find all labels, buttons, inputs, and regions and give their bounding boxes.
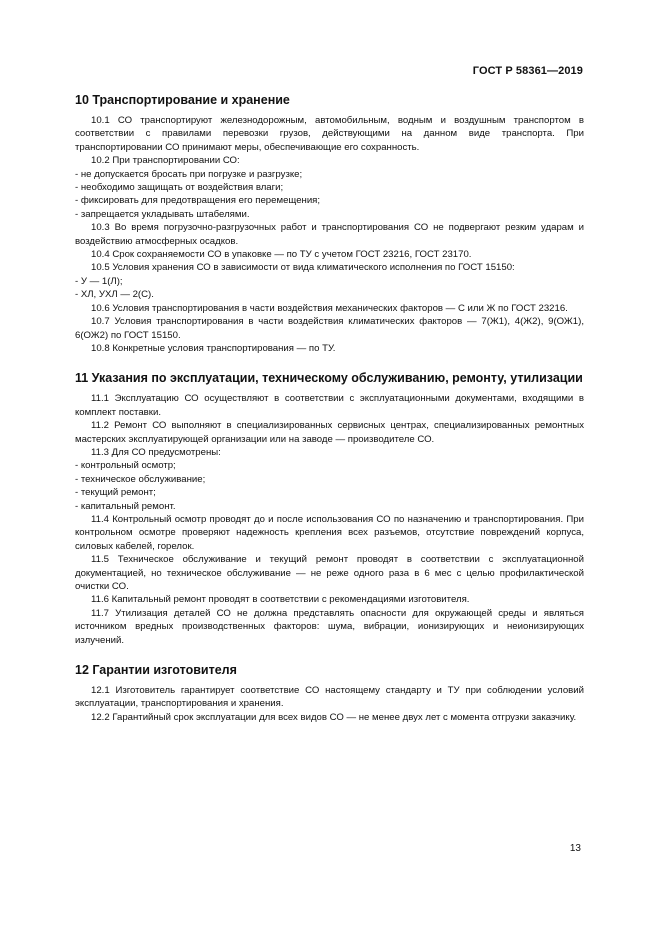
section-title: 10 Транспортирование и хранение xyxy=(75,93,290,107)
section-10 xyxy=(75,92,584,355)
list-item: - капитальный ремонт. xyxy=(75,500,176,512)
section-title: 11 Указания по эксплуатации, техническому обслуживанию, ремонту, утилизации xyxy=(75,371,583,386)
list-item: - текущий ремонт; xyxy=(75,487,156,499)
list-item: - контрольный осмотр; xyxy=(75,460,176,472)
paragraph: 10.6 Условия транспортирования в части воздействия механических факторов — С или Ж по ГОСТ 23216. xyxy=(91,302,568,314)
paragraph: 11.2 Ремонт СО выполняют в специализированных сервисных центрах, специализированных ремонтных мастерских эксплуатирующей организации или на заводе — производителе СО. xyxy=(75,420,584,445)
paragraph: 10.2 При транспортировании СО: xyxy=(91,155,240,167)
list-item: - необходимо защищать от воздействия влаги; xyxy=(75,182,284,194)
document-body xyxy=(75,92,584,724)
paragraph: 10.1 СО транспортируют железнодорожным, автомобильным, водным и воздушным транспортом в соответствии с правилами перевозки грузов, действующими на данном виде транспорта. При транспортировании СО принимают меры, обеспечивающие его сохранность. xyxy=(75,115,584,153)
paragraph: 11.1 Эксплуатацию СО осуществляют в соответствии с эксплуатационными документами, входящими в комплект поставки. xyxy=(75,393,584,418)
section-body xyxy=(75,114,584,355)
list-item: - техническое обслуживание; xyxy=(75,473,206,485)
paragraph: 11.3 Для СО предусмотрены: xyxy=(91,446,221,458)
list-item: - У — 1(Л); xyxy=(75,275,123,287)
paragraph: 11.5 Техническое обслуживание и текущий ремонт проводят в соответствии с эксплуатационной документацией, но техническое обслуживание — не реже одного раза в 6 мес с целью профилактической очистки СО. xyxy=(75,554,584,592)
section-11 xyxy=(75,370,584,647)
list-item: - ХЛ, УХЛ — 2(С). xyxy=(75,289,154,301)
section-body xyxy=(75,392,584,647)
paragraph: 11.6 Капитальный ремонт проводят в соответствии с рекомендациями изготовителя. xyxy=(91,594,470,606)
page-number: 13 xyxy=(569,843,581,854)
section-title: 12 Гарантии изготовителя xyxy=(75,663,237,678)
section-12 xyxy=(75,662,584,724)
document-code: ГОСТ Р 58361—2019 xyxy=(472,65,583,77)
paragraph: 10.4 Срок сохраняемости СО в упаковке — по ТУ с учетом ГОСТ 23216, ГОСТ 23170. xyxy=(91,249,472,261)
section-body xyxy=(75,684,584,724)
paragraph: 12.1 Изготовитель гарантирует соответствие СО настоящему стандарту и ТУ при соблюдении условий эксплуатации, транспортирования и хранения. xyxy=(75,685,584,710)
paragraph: 11.7 Утилизация деталей СО не должна представлять опасности для окружающей среды и являться источником вредных производственных факторов: шума, вибрации, ионизирующих и неионизирующих излучений. xyxy=(75,607,584,646)
paragraph: 12.2 Гарантийный срок эксплуатации для всех видов СО — не менее двух лет с момента отгрузки заказчику. xyxy=(91,711,577,723)
list-item: - запрещается укладывать штабелями. xyxy=(75,208,250,220)
paragraph: 10.7 Условия транспортирования в части воздействия климатических факторов — 7(Ж1), 4(Ж2), 9(ОЖ1), 6(ОЖ2) по ГОСТ 15150. xyxy=(75,316,584,341)
paragraph: 11.4 Контрольный осмотр проводят до и после использования СО по назначению и транспортирования. При контрольном осмотре проверяют надежность крепления всех разъемов, отсутствие повреждений корпуса, силовых кабелей, горелок. xyxy=(75,513,584,552)
paragraph: 10.8 Конкретные условия транспортирования — по ТУ. xyxy=(91,342,336,354)
list-item: - не допускается бросать при погрузке и разгрузке; xyxy=(75,168,303,180)
list-item: - фиксировать для предотвращения его перемещения; xyxy=(75,195,321,207)
paragraph: 10.5 Условия хранения СО в зависимости от вида климатического исполнения по ГОСТ 15150: xyxy=(91,262,515,274)
paragraph: 10.3 Во время погрузочно-разгрузочных работ и транспортирования СО не подвергают резким ударам и воздействию атмосферных осадков. xyxy=(75,222,584,247)
